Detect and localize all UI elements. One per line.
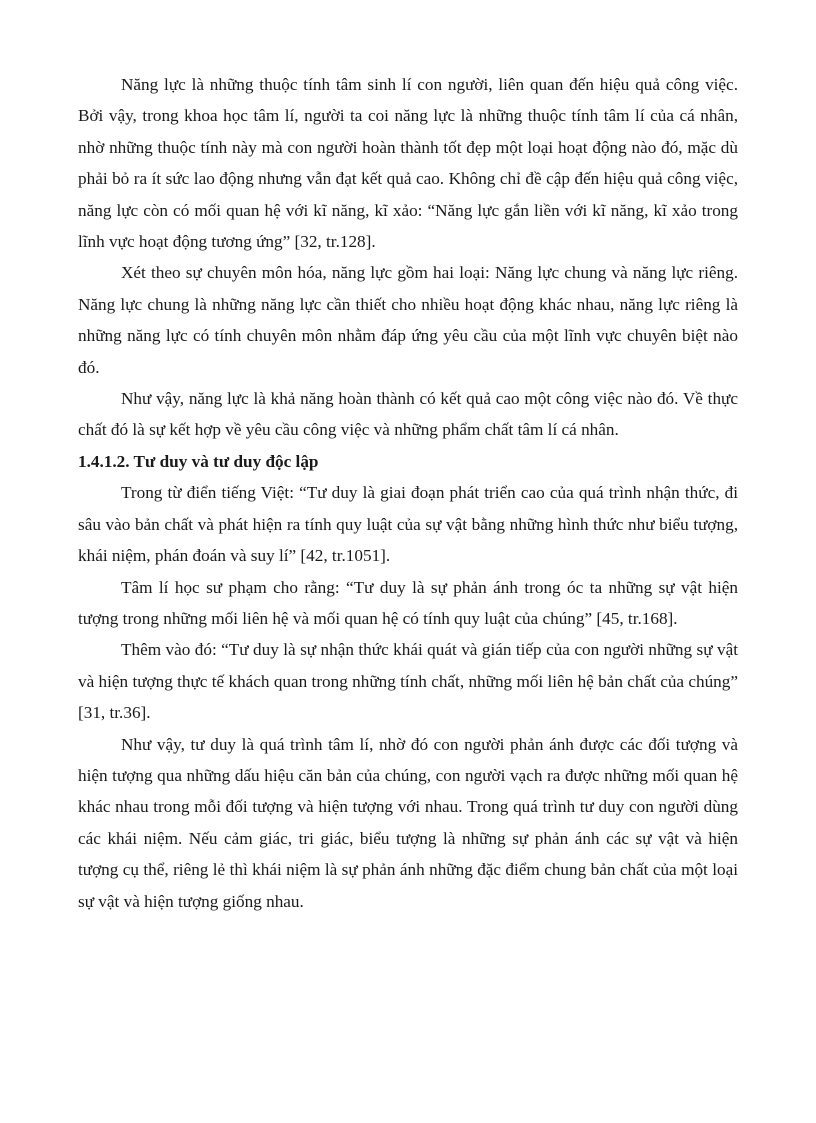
paragraph-tu-duy-pedagogy: Tâm lí học sư phạm cho rằng: “Tư duy là sự phản ánh trong óc ta những sự vật hiện tượng trong những mối liên hệ và mối quan hệ có tính quy luật của chúng” [45, tr.168]. <box>78 577 738 628</box>
paragraph-nang-luc-types: Xét theo sự chuyên môn hóa, năng lực gồm hai loại: Năng lực chung và năng lực riêng. Năng lực chung là những năng lực cần thiết cho nhiều hoạt động khác nhau, năng lực riêng là những năng lực có tính chuyên môn nhằm đáp ứng yêu cầu của một lĩnh vực chuyên biệt nào đó. <box>78 263 738 377</box>
paragraph-nang-luc-summary: Như vậy, năng lực là khả năng hoàn thành có kết quả cao một công việc nào đó. Về thực chất đó là sự kết hợp về yêu cầu công việc và những phẩm chất tâm lí cá nhân. <box>78 389 738 440</box>
section-heading: 1.4.1.2. Tư duy và tư duy độc lập <box>78 451 319 471</box>
document-page <box>78 69 738 917</box>
paragraph-nang-luc-definition: Năng lực là những thuộc tính tâm sinh lí con người, liên quan đến hiệu quả công việc. Bởi vậy, trong khoa học tâm lí, người ta coi năng lực là những thuộc tính tâm lí của cá nhân, nhờ những thuộc tính này mà con người hoàn thành tốt đẹp một loại hoạt động nào đó, mặc dù phải bỏ ra ít sức lao động nhưng vẫn đạt kết quả cao. Không chỉ đề cập đến hiệu quả công việc, năng lực còn có mối quan hệ với kĩ năng, kĩ xảo: “Năng lực gắn liền với kĩ năng, kĩ xảo trong lĩnh vực hoạt động tương ứng” [32, tr.128]. <box>78 75 738 252</box>
paragraph-tu-duy-dictionary: Trong từ điển tiếng Việt: “Tư duy là giai đoạn phát triển cao của quá trình nhận thức, đi sâu vào bản chất và phát hiện ra tính quy luật của sự vật bằng những hình thức như biểu tượng, khái niệm, phán đoán và suy lí” [42, tr.1051]. <box>78 483 738 566</box>
paragraph-tu-duy-summary: Như vậy, tư duy là quá trình tâm lí, nhờ đó con người phản ánh được các đối tượng và hiện tượng qua những dấu hiệu căn bản của chúng, con người vạch ra được những mối quan hệ khác nhau trong mỗi đối tượng và hiện tượng với nhau. Trong quá trình tư duy con người dùng các khái niệm. Nếu cảm giác, tri giác, biểu tượng là những sự phản ánh các sự vật và hiện tượng cụ thể, riêng lẻ thì khái niệm là sự phản ánh những đặc điểm chung bản chất của một loại sự vật và hiện tượng giống nhau. <box>78 734 738 911</box>
paragraph-tu-duy-addition: Thêm vào đó: “Tư duy là sự nhận thức khái quát và gián tiếp của con người những sự vật và hiện tượng thực tế khách quan trong những tính chất, những mối liên hệ bản chất của chúng” [31, tr.36]. <box>78 640 738 723</box>
